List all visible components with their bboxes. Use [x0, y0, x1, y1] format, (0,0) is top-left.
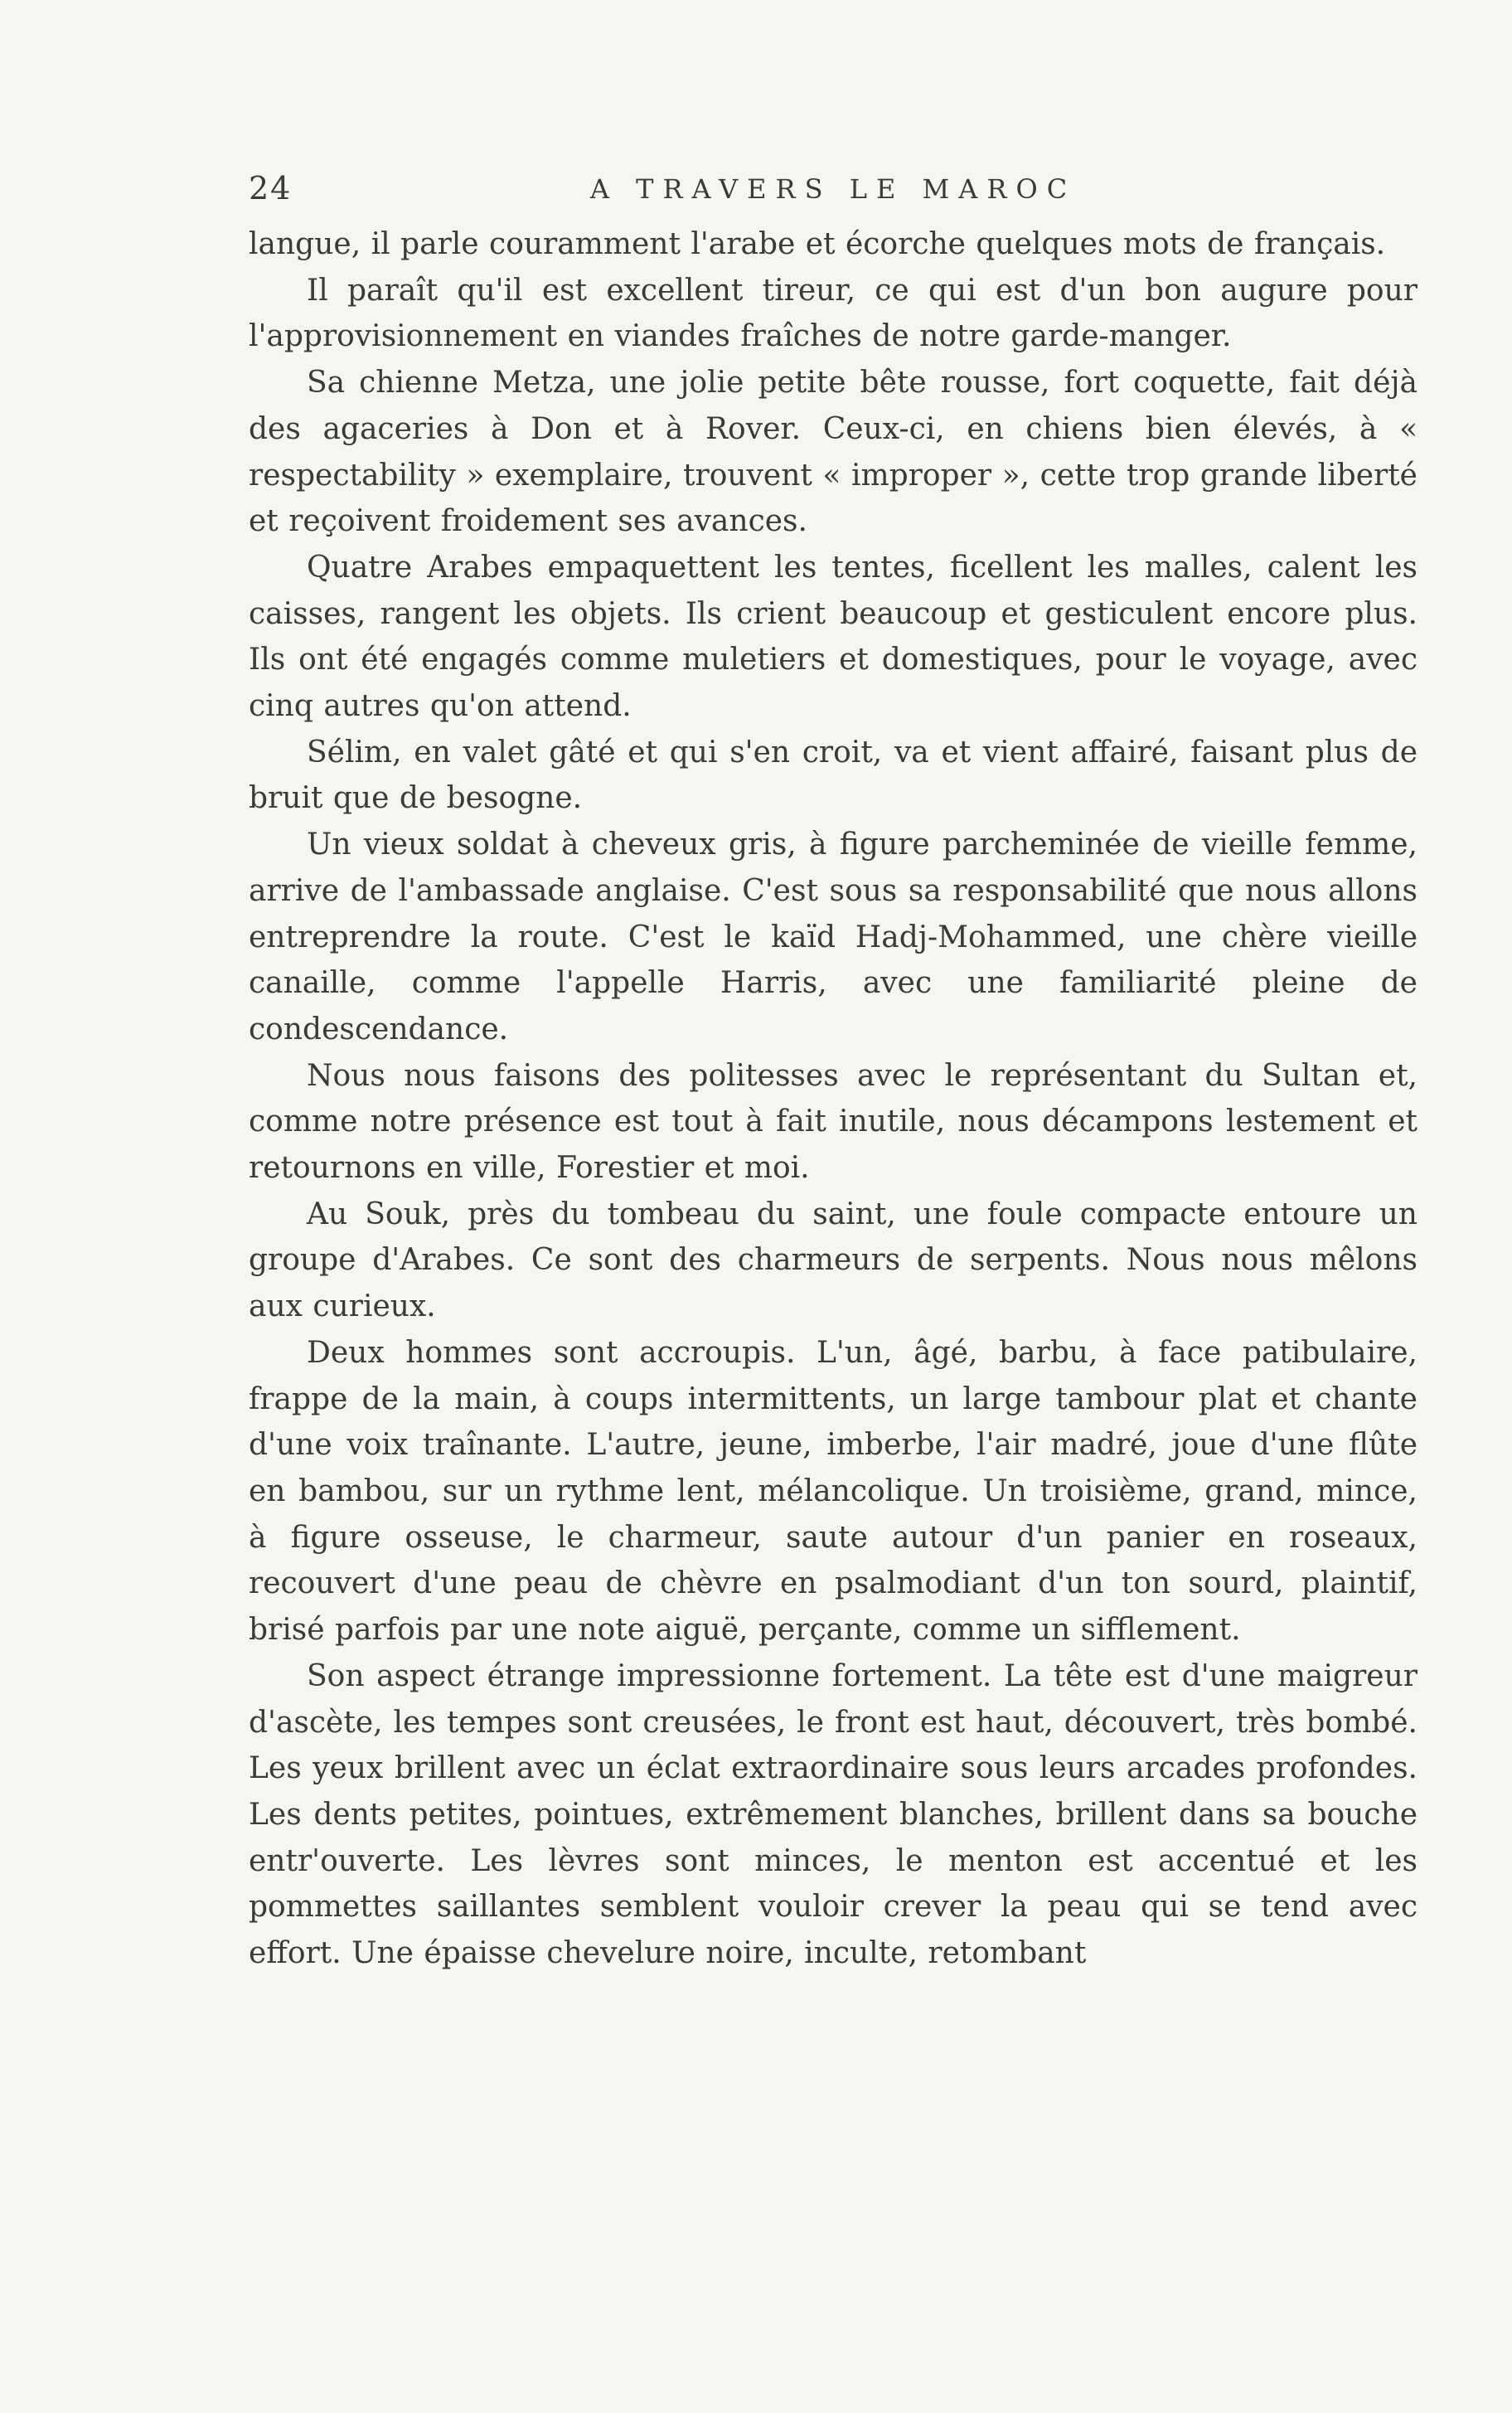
paragraph: Deux hommes sont accroupis. L'un, âgé, barbu, à face patibulaire, frappe de la main, à coups intermittents, un large tambour plat et chante d'une voix traînante. L'autre, jeune, imberbe, l'air madré, joue d'une flûte en bambou, sur un rythme lent, mélancolique. Un troisième, grand, mince, à figure osseuse, le charmeur, saute autour d'un panier en roseaux, recouvert d'une peau de chèvre en psalmodiant d'un ton sourd, plaintif, brisé parfois par une note aiguë, perçante, comme un sifflement. — [249, 1335, 1418, 1648]
paragraph: Son aspect étrange impressionne fortement. La tête est d'une maigreur d'ascète, les tempes sont creusées, le front est haut, découvert, très bombé. Les yeux brillent avec un éclat extraordinaire sous leurs arcades profondes. Les dents petites, pointues, extrêmement blanches, brillent dans sa bouche entr'ouverte. Les lèvres sont minces, le menton est accentué et les pommettes saillantes semblent vouloir crever la peau qui se tend avec effort. Une épaisse chevelure noire, inculte, retombant — [249, 1658, 1418, 1971]
paragraph: Il paraît qu'il est excellent tireur, ce qui est d'un bon augure pour l'approvisionnement en viandes fraîches de notre garde-manger. — [249, 273, 1418, 354]
paragraph: Sélim, en valet gâté et qui s'en croit, va et vient affairé, faisant plus de bruit que de besogne. — [249, 735, 1418, 816]
paragraph: Quatre Arabes empaquettent les tentes, ficellent les malles, calent les caisses, rangent les objets. Ils crient beaucoup et gesticulent encore plus. Ils ont été engagés comme muletiers et domestiques, pour le voyage, avec cinq autres qu'on attend. — [249, 550, 1418, 724]
paragraph: Un vieux soldat à cheveux gris, à figure parcheminée de vieille femme, arrive de l'ambassade anglaise. C'est sous sa responsabilité que nous allons entreprendre la route. C'est le kaïd Hadj-Mohammed, une chère vieille canaille, comme l'appelle Harris, avec une familiarité pleine de condescendance. — [249, 828, 1418, 1046]
paragraph: Nous nous faisons des politesses avec le représentant du Sultan et, comme notre présence est tout à fait inutile, nous décampons lestement et retournons en ville, Forestier et moi. — [249, 1058, 1418, 1186]
paragraph: langue, il parle couramment l'arabe et écorche quelques mots de français. — [249, 227, 1386, 261]
paragraph: Au Souk, près du tombeau du saint, une foule compacte entoure un groupe d'Arabes. Ce sont des charmeurs de serpents. Nous nous mêlons aux curieux. — [249, 1197, 1418, 1324]
body-text — [249, 221, 1418, 1977]
running-title: A TRAVERS LE MAROC — [589, 173, 1077, 205]
page-number: 24 — [249, 170, 293, 206]
running-head — [249, 170, 1418, 220]
paragraph: Sa chienne Metza, une jolie petite bête rousse, fort coquette, fait déjà des agaceries à Don et à Rover. Ceux-ci, en chiens bien élevés, à « respectability » exemplaire, trouvent « improper », cette trop grande liberté et reçoivent froidement ses avances. — [249, 366, 1418, 539]
